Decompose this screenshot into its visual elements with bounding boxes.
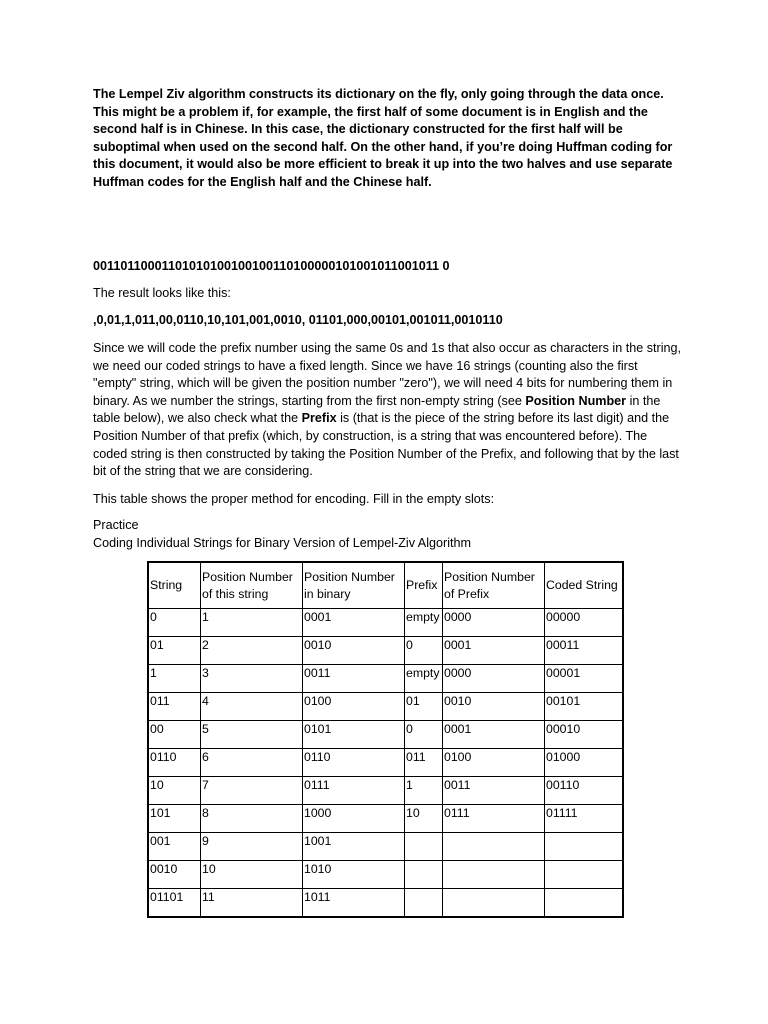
table-header-row bbox=[148, 562, 623, 609]
cell-coded: 00000 bbox=[545, 609, 624, 637]
table-caption: Coding Individual Strings for Binary Version of Lempel-Ziv Algorithm bbox=[93, 536, 471, 550]
table-body bbox=[148, 609, 623, 918]
cell-coded: 01000 bbox=[545, 749, 624, 777]
cell-coded[interactable] bbox=[545, 889, 624, 918]
cell-position: 10 bbox=[201, 861, 303, 889]
cell-prefix-position: 0111 bbox=[443, 805, 545, 833]
cell-prefix-position: 0000 bbox=[443, 609, 545, 637]
parsed-strings: ,0,01,1,011,00,0110,10,101,001,0010, 01101,000,00101,001011,0010110 bbox=[93, 313, 503, 327]
bit-string: 00110110001101010100100100110100000101001011001011 0 bbox=[93, 259, 450, 273]
cell-prefix: 011 bbox=[405, 749, 443, 777]
table-row bbox=[148, 861, 623, 889]
table-row bbox=[148, 749, 623, 777]
instruction-text: This table shows the proper method for encoding. Fill in the empty slots: bbox=[93, 492, 495, 506]
intro-paragraph: The Lempel Ziv algorithm constructs its dictionary on the fly, only going through the data once. This might be a problem if, for example, the first half of some document is in English and the second half is in Chinese. In this case, the dictionary constructed for the first half will be suboptimal when used on the second half. On the other hand, if you’re doing Huffman coding for this document, it would also be more efficient to break it up into the two halves and use separate Huffman codes for the English half and the Chinese half. bbox=[93, 87, 673, 189]
explain-bold-position-number: Position Number bbox=[525, 393, 627, 408]
cell-coded: 00001 bbox=[545, 665, 624, 693]
cell-string: 0 bbox=[148, 609, 201, 637]
cell-prefix-position[interactable] bbox=[443, 889, 545, 918]
cell-binary: 0110 bbox=[303, 749, 405, 777]
cell-string: 011 bbox=[148, 693, 201, 721]
cell-string: 001 bbox=[148, 833, 201, 861]
cell-position: 7 bbox=[201, 777, 303, 805]
table-row bbox=[148, 777, 623, 805]
cell-position: 11 bbox=[201, 889, 303, 918]
cell-binary: 0001 bbox=[303, 609, 405, 637]
table-row bbox=[148, 693, 623, 721]
cell-binary: 1010 bbox=[303, 861, 405, 889]
explain-text-1: Since we will code the prefix number using the same 0s and 1s that also occur as characters in the string, we need our coded strings to have a fixed length. Since we have 16 strings (counting also the first "empty" string, which will be given the position number "zero"), we will need 4 bits for numbering them in binary. As we number the strings, starting from the first non-empty string (see bbox=[93, 341, 682, 408]
cell-binary: 0011 bbox=[303, 665, 405, 693]
table-row bbox=[148, 805, 623, 833]
table-row bbox=[148, 889, 623, 918]
cell-prefix: 1 bbox=[405, 777, 443, 805]
cell-prefix-position: 0001 bbox=[443, 637, 545, 665]
cell-coded: 00110 bbox=[545, 777, 624, 805]
table-row bbox=[148, 721, 623, 749]
cell-coded[interactable] bbox=[545, 833, 624, 861]
document-page bbox=[93, 86, 683, 550]
cell-coded: 00011 bbox=[545, 637, 624, 665]
cell-prefix: 0 bbox=[405, 637, 443, 665]
cell-string: 01101 bbox=[148, 889, 201, 918]
cell-coded[interactable] bbox=[545, 861, 624, 889]
cell-prefix-position: 0100 bbox=[443, 749, 545, 777]
cell-prefix-position: 0000 bbox=[443, 665, 545, 693]
explanation-paragraph bbox=[93, 340, 683, 481]
header-position-binary: Position Number in binary bbox=[303, 562, 405, 609]
cell-string: 101 bbox=[148, 805, 201, 833]
cell-coded: 01111 bbox=[545, 805, 624, 833]
cell-position: 3 bbox=[201, 665, 303, 693]
cell-prefix[interactable] bbox=[405, 861, 443, 889]
cell-prefix-position: 0001 bbox=[443, 721, 545, 749]
cell-position: 2 bbox=[201, 637, 303, 665]
cell-prefix[interactable] bbox=[405, 833, 443, 861]
header-string: String bbox=[148, 562, 201, 609]
cell-prefix: empty bbox=[405, 665, 443, 693]
cell-string: 00 bbox=[148, 721, 201, 749]
header-position-number: Position Number of this string bbox=[201, 562, 303, 609]
explain-text-2: in the table below), we also check what the bbox=[93, 393, 661, 426]
table-row bbox=[148, 609, 623, 637]
header-coded-string: Coded String bbox=[545, 562, 624, 609]
cell-string: 01 bbox=[148, 637, 201, 665]
cell-string: 1 bbox=[148, 665, 201, 693]
cell-binary: 0101 bbox=[303, 721, 405, 749]
cell-position: 4 bbox=[201, 693, 303, 721]
table-row bbox=[148, 833, 623, 861]
cell-string: 0010 bbox=[148, 861, 201, 889]
cell-position: 5 bbox=[201, 721, 303, 749]
explain-text-3: is (that is the piece of the string before its last digit) and the Position Number of that prefix (which, by construction, is a string that was encountered before). The coded string is then constructed by taking the Position Number of the Prefix, and following that by the last bit of the string that we are considering. bbox=[93, 411, 679, 479]
header-prefix-position: Position Number of Prefix bbox=[443, 562, 545, 609]
cell-coded: 00101 bbox=[545, 693, 624, 721]
cell-position: 1 bbox=[201, 609, 303, 637]
cell-string: 0110 bbox=[148, 749, 201, 777]
table-row bbox=[148, 637, 623, 665]
table-row bbox=[148, 665, 623, 693]
cell-prefix-position: 0010 bbox=[443, 693, 545, 721]
cell-binary: 1001 bbox=[303, 833, 405, 861]
cell-binary: 0010 bbox=[303, 637, 405, 665]
cell-prefix-position: 0011 bbox=[443, 777, 545, 805]
cell-prefix: 0 bbox=[405, 721, 443, 749]
cell-prefix[interactable] bbox=[405, 889, 443, 918]
cell-prefix: 01 bbox=[405, 693, 443, 721]
lempel-ziv-table bbox=[147, 561, 624, 918]
cell-position: 9 bbox=[201, 833, 303, 861]
cell-binary: 0111 bbox=[303, 777, 405, 805]
cell-string: 10 bbox=[148, 777, 201, 805]
cell-prefix-position[interactable] bbox=[443, 861, 545, 889]
cell-binary: 0100 bbox=[303, 693, 405, 721]
result-label: The result looks like this: bbox=[93, 286, 231, 300]
cell-binary: 1000 bbox=[303, 805, 405, 833]
cell-coded: 00010 bbox=[545, 721, 624, 749]
cell-position: 6 bbox=[201, 749, 303, 777]
cell-prefix: 10 bbox=[405, 805, 443, 833]
explain-bold-prefix: Prefix bbox=[301, 411, 337, 426]
cell-prefix-position[interactable] bbox=[443, 833, 545, 861]
practice-label: Practice bbox=[93, 518, 139, 532]
cell-binary: 1011 bbox=[303, 889, 405, 918]
header-prefix: Prefix bbox=[405, 562, 443, 609]
cell-position: 8 bbox=[201, 805, 303, 833]
cell-prefix: empty bbox=[405, 609, 443, 637]
